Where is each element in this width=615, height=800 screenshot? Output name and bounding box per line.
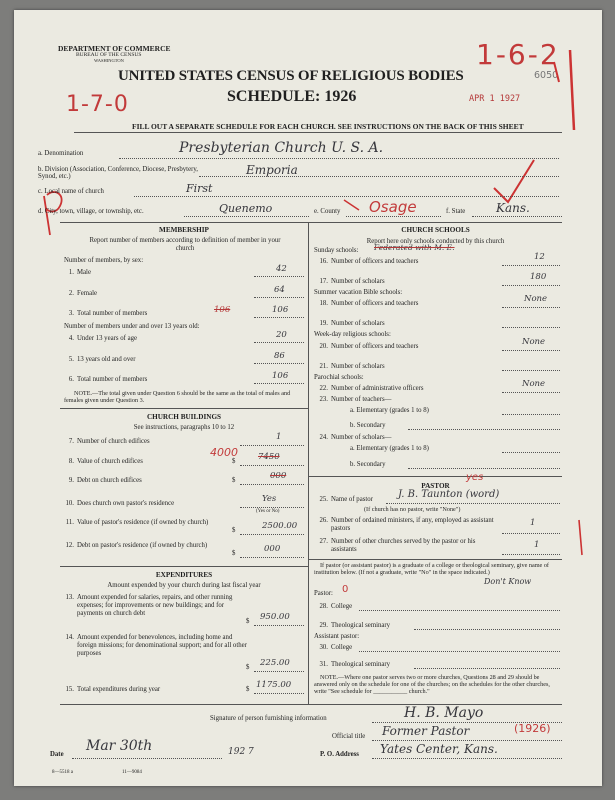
city-line [184, 216, 309, 217]
q7-label: Number of church edifices [77, 438, 150, 445]
q11-row: 11. Value of pastor's residence (if owned by church) [65, 519, 209, 526]
q3-label: Total number of members [77, 310, 148, 317]
q6-label: Total number of members [77, 376, 148, 383]
q11-dollar: $ [232, 527, 236, 534]
q24-label: Number of scholars— [331, 434, 392, 441]
q18-value: None [524, 294, 548, 304]
q5-label: 13 years old and over [77, 356, 136, 363]
department-label: DEPARTMENT OF COMMERCE [58, 44, 171, 53]
q7-value: 1 [276, 432, 282, 442]
official-title-line [372, 740, 562, 741]
q10-line [240, 507, 304, 508]
q17-line [502, 285, 560, 286]
q30-label: College [331, 644, 353, 651]
q29-row: 29. Theological seminary [319, 622, 391, 629]
q15-label: Total expenditures during year [77, 686, 161, 693]
q14-row: 14. Amount expended for benevolences, including home and foreign missions; for denominational support; and for all other purposes [60, 634, 250, 658]
membership-note: NOTE.—The total given under Question 6 should be the same as the total of males and females given under Question 3. [64, 390, 291, 405]
q23a-line [502, 414, 560, 415]
q23a-label: a. Elementary (grades 1 to 8) [350, 407, 429, 414]
q22-line [502, 392, 560, 393]
print-number: 11—9084 [122, 770, 142, 775]
by-sex-label: Number of members, by sex: [64, 257, 144, 264]
q16-line [502, 265, 560, 266]
q9-line [240, 484, 304, 485]
q22-value: None [522, 379, 546, 389]
denomination-value: Presbyterian Church U. S. A. [179, 140, 384, 156]
q2-row: 2. Female [68, 290, 98, 297]
column-divider [308, 222, 309, 704]
denomination-line [119, 158, 559, 159]
membership-intro: Report number of members according to definition of member in your church [89, 237, 281, 252]
q5-value: 86 [274, 351, 285, 361]
q24b-label: b. Secondary [350, 461, 386, 468]
q9-dollar: $ [232, 477, 236, 484]
q26-label: Number of ordained ministers, if any, employed as assistant pastors [331, 517, 494, 532]
q15-value: 1175.00 [256, 680, 292, 690]
q24a-line [502, 452, 560, 453]
signature-label: Signature of person furnishing information [210, 715, 327, 722]
state-line [472, 216, 562, 217]
q8-line [240, 465, 304, 466]
date-year: 192 7 [228, 747, 254, 757]
q8-row: 8. Value of church edifices [68, 458, 143, 465]
q19-row: 19. Number of scholars [319, 320, 385, 327]
q20-value: None [522, 337, 546, 347]
received-date-stamp: APR 1 1927 [469, 94, 521, 104]
po-address-label: P. O. Address [320, 751, 359, 758]
stamp-number: 6050 [534, 70, 559, 81]
date-line [72, 758, 222, 759]
q25-value: J. B. Taunton (word) [398, 489, 500, 500]
q11-value: 2500.00 [262, 521, 298, 531]
bureau-label: BUREAU OF THE CENSUS [76, 52, 142, 58]
q28-label: College [331, 603, 353, 610]
section-bottom-rule [60, 704, 562, 705]
state-label: f. State [446, 208, 466, 215]
q23b-line [408, 429, 560, 430]
q12-line [240, 557, 304, 558]
schools-rule [309, 476, 562, 477]
q9-row: 9. Debt on church edifices [68, 477, 142, 484]
q3-struck-value: 106 [214, 305, 231, 315]
q26-line [502, 533, 560, 534]
q14-dollar: $ [246, 664, 250, 671]
q17-label: Number of scholars [331, 278, 385, 285]
q3-value: 106 [272, 305, 289, 315]
q9-value: 000 [270, 471, 287, 481]
q6-row: 6. Total number of members [68, 376, 148, 383]
membership-heading: MEMBERSHIP [159, 226, 209, 234]
q27-value: 1 [534, 540, 540, 550]
q31-label: Theological seminary [331, 661, 391, 668]
q14-line [254, 671, 304, 672]
local-name-line [134, 196, 559, 197]
q17-row: 17. Number of scholars [319, 278, 385, 285]
q1-label: Male [77, 269, 91, 276]
q2-value: 64 [274, 285, 285, 295]
q18-label: Number of officers and teachers [331, 300, 419, 307]
q8-label: Value of church edifices [77, 458, 143, 465]
pastor-note: Don't Know [484, 577, 532, 586]
po-address-value: Yates Center, Kans. [380, 742, 498, 756]
q24a-label: a. Elementary (grades 1 to 8) [350, 445, 429, 452]
q4-label: Under 13 years of age [77, 335, 138, 342]
q28-row: 28. College [319, 603, 353, 610]
q4-row: 4. Under 13 years of age [68, 335, 138, 342]
pastor-yes-mark: yes [466, 472, 484, 483]
q15-row: 15. Total expenditures during year [65, 686, 161, 693]
q11-line [240, 534, 304, 535]
red-code-right: 1-6-2 [476, 38, 560, 71]
county-value: Osage [369, 198, 417, 216]
q16-label: Number of officers and teachers [331, 258, 419, 265]
po-address-line [372, 758, 562, 759]
q1-line [254, 276, 304, 277]
q27-row: 27. Number of other churches served by the pastor or his assistants [314, 538, 494, 554]
q10-hint: (Yes or No) [256, 509, 280, 514]
section-top-rule [60, 222, 562, 223]
city-label: d. City, town, village, or township, etc. [38, 208, 144, 215]
q23-row: 23. Number of teachers— [319, 396, 392, 403]
q24b-line [408, 468, 560, 469]
census-schedule-sheet [14, 10, 602, 786]
q19-line [502, 327, 560, 328]
q26-value: 1 [530, 518, 536, 528]
q12-dollar: $ [232, 550, 236, 557]
red-code-left: 1-7-0 [66, 92, 129, 117]
q20-label: Number of officers and teachers [331, 343, 419, 350]
q2-line [254, 297, 304, 298]
q7-line [240, 445, 304, 446]
q2-label: Female [77, 290, 98, 297]
official-title-value: Former Pastor [382, 724, 470, 738]
schedule-title: SCHEDULE: 1926 [227, 88, 357, 105]
q13-label: Amount expended for salaries, repairs, and other running expenses; for improvements or new buildings; and for payments on church debt [77, 594, 233, 617]
q17-value: 180 [530, 272, 547, 282]
q6-line [254, 383, 304, 384]
q19-label: Number of scholars [331, 320, 385, 327]
q31-row: 31. Theological seminary [319, 661, 391, 668]
q25-label: Name of pastor [331, 496, 373, 503]
q11-label: Value of pastor's residence (if owned by church) [77, 519, 209, 526]
sunday-label: Sunday schools: [314, 247, 359, 254]
q7-row: 7. Number of church edifices [68, 438, 150, 445]
q14-value: 225.00 [260, 658, 290, 668]
q22-row: 22. Number of administrative officers [319, 385, 424, 392]
q9-label: Debt on church edifices [77, 477, 142, 484]
q25-hint: (If church has no pastor, write "None") [364, 506, 461, 513]
header-rule [74, 132, 562, 133]
q1-row: 1. Male [68, 269, 91, 276]
q16-row: 16. Number of officers and teachers [319, 258, 419, 265]
q13-line [254, 625, 304, 626]
q10-label: Does church own pastor's residence [77, 500, 175, 507]
age-label: Number of members under and over 13 years old: [64, 323, 200, 330]
division-value: Emporia [246, 163, 298, 177]
q23-label: Number of teachers— [331, 396, 392, 403]
pastor-mark: 0 [342, 584, 349, 595]
date-value: Mar 30th [86, 738, 153, 754]
q4-value: 20 [276, 330, 287, 340]
q31-line [414, 668, 560, 669]
q15-line [254, 693, 304, 694]
buildings-sub: See instructions, paragraphs 10 to 12 [133, 424, 235, 431]
q30-row: 30. College [319, 644, 353, 651]
q10-row: 10. Does church own pastor's residence [65, 500, 175, 507]
q20-line [502, 350, 560, 351]
q27-line [502, 554, 560, 555]
weekday-label: Week-day religious schools: [314, 331, 391, 338]
denomination-label: a. Denomination [38, 150, 84, 157]
q21-row: 21. Number of scholars [319, 363, 385, 370]
county-label: e. County [314, 208, 341, 215]
form-title: UNITED STATES CENSUS OF RELIGIOUS BODIES [118, 68, 464, 84]
q27-label: Number of other churches served by the pastor or his assistants [331, 538, 476, 553]
q3-line [254, 317, 304, 318]
parochial-label: Parochial schools: [314, 374, 364, 381]
q20-row: 20. Number of officers and teachers [319, 343, 419, 350]
buildings-rule [60, 566, 308, 567]
q21-label: Number of scholars [331, 363, 385, 370]
q24-row: 24. Number of scholars— [319, 434, 392, 441]
q12-row: 12. Debt on pastor's residence (if owned by church) [65, 542, 208, 549]
q8-struck-value: 7450 [258, 452, 280, 462]
division-label: b. Division (Association, Conference, Diocese, Presbytery, Synod, etc.) [38, 166, 199, 181]
pastor-label: Pastor: [314, 590, 333, 597]
membership-rule [60, 408, 308, 409]
q1-value: 42 [276, 264, 287, 274]
q23b-label: b. Secondary [350, 422, 386, 429]
q5-line [254, 363, 304, 364]
q25-line [386, 503, 560, 504]
q14-label: Amount expended for benevolences, including home and foreign missions; for denominational support; and for all other purposes [77, 634, 247, 657]
pastor-heading: PASTOR [421, 482, 450, 490]
state-value: Kans. [496, 201, 530, 215]
q16-value: 12 [534, 252, 545, 262]
official-title-label: Official title [332, 733, 366, 740]
q13-value: 950.00 [260, 612, 290, 622]
q15-dollar: $ [246, 686, 250, 693]
county-line [346, 216, 441, 217]
schools-heading: CHURCH SCHOOLS [401, 226, 470, 234]
pastor-rule [309, 559, 562, 560]
q12-label: Debt on pastor's residence (if owned by church) [77, 542, 208, 549]
q18-row: 18. Number of officers and teachers [319, 300, 419, 307]
official-title-year: (1926) [514, 722, 551, 735]
graduate-note: If pastor (or assistant pastor) is a graduate of a college or theological seminary, give name of institution below. (If not a graduate, write "No" in the space indicated.) [314, 562, 549, 577]
signature-value: H. B. Mayo [404, 705, 484, 721]
instruction-line: FILL OUT A SEPARATE SCHEDULE FOR EACH CHURCH. SEE INSTRUCTIONS ON THE BACK OF THIS SHEET [132, 122, 524, 131]
buildings-heading: CHURCH BUILDINGS [146, 413, 222, 421]
q28-line [359, 610, 560, 611]
vacation-label: Summer vacation Bible schools: [314, 289, 403, 296]
form-number: 8—5518 a [52, 770, 73, 775]
q12-value: 000 [264, 544, 281, 554]
q13-row: 13. Amount expended for salaries, repairs, and other running expenses; for improvements or new buildings; and for payments on church debt [60, 594, 250, 618]
q10-value: Yes [262, 494, 277, 504]
q25-row: 25. Name of pastor [319, 496, 373, 503]
q29-label: Theological seminary [331, 622, 391, 629]
expenditures-heading: EXPENDITURES [155, 571, 213, 579]
city-label: WASHINGTON [94, 58, 124, 63]
pastor-note-text: NOTE.—Where one pastor serves two or more churches, Questions 28 and 29 should be answered only on the schedule for one of the churches; on the schedules for the other churches, write "See schedule for ___________ church." [314, 674, 550, 696]
q3-row: 3. Total number of members [68, 310, 148, 317]
q8-dollar: $ [232, 458, 236, 465]
local-name-label: c. Local name of church [38, 188, 104, 195]
q26-row: 26. Number of ordained ministers, if any, employed as assistant pastors [319, 517, 494, 532]
sunday-struck-note: Federated with M. E. [374, 243, 455, 252]
date-label: Date [50, 751, 64, 758]
q30-line [359, 651, 560, 652]
schools-intro: Report here only schools conducted by this church [366, 238, 505, 245]
q5-row: 5. 13 years old and over [68, 356, 136, 363]
local-name-value: First [186, 182, 213, 195]
q13-dollar: $ [246, 618, 250, 625]
q8-value: 4000 [210, 446, 238, 459]
assistant-label: Assistant pastor: [314, 633, 360, 640]
q18-line [502, 307, 560, 308]
q22-label: Number of administrative officers [331, 385, 424, 392]
q21-line [502, 370, 560, 371]
expenditures-intro: Amount expended by your church during last fiscal year [107, 582, 261, 589]
q6-value: 106 [272, 371, 289, 381]
q4-line [254, 342, 304, 343]
city-value: Quenemo [219, 202, 273, 215]
q29-line [414, 629, 560, 630]
